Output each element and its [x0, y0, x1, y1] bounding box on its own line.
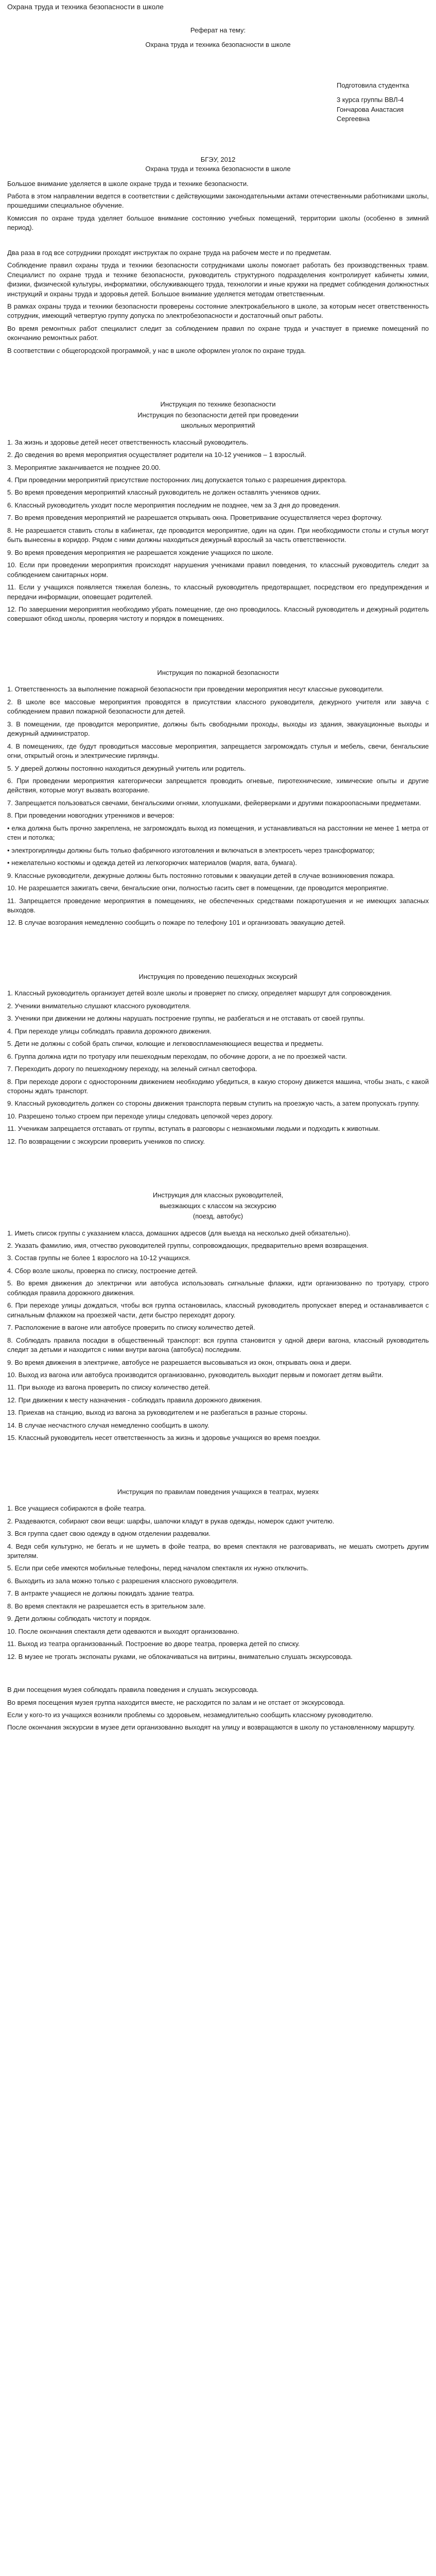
- intro-title: Охрана труда и техника безопасности в школе: [145, 165, 291, 173]
- instruction-item: 9. Классные руководители, дежурные должны быть постоянно готовыми к эвакуации детей в случае возникновения пожара.: [7, 871, 395, 879]
- instruction-item: 10. Если при проведении мероприятия происходят нарушения учениками правил поведения, то классный руководитель следит за соблюдением санитарных норм.: [7, 561, 429, 579]
- instruction-item: 9. Классный руководитель должен со стороны движения транспорта первым ступить на проезжую часть, а затем пропускать группу.: [7, 1099, 420, 1108]
- section-title: Инструкция по технике безопасности: [160, 400, 276, 409]
- instruction-item: 11. Ученикам запрещается отставать от группы, вступать в разговоры с незнакомыми людьми и подходить к животным.: [7, 1125, 380, 1133]
- intro-paragraph: В соответствии с общегородской программой, у нас в школе оформлен уголок по охране труда.: [7, 346, 306, 354]
- instruction-item: 15. Классный руководитель несет ответственность за жизнь и здоровье учащихся во время поездки.: [7, 1434, 321, 1442]
- author-line2: 3 курса группы ВВЛ-4: [337, 96, 404, 104]
- intro-paragraph: Два раза в год все сотрудники проходят инструктаж по охране труда на рабочем месте и по предметам.: [7, 248, 332, 257]
- intro-body: [7, 179, 429, 356]
- instruction-item: 10. После окончания спектакля дети одеваются и выходят организованно.: [7, 1627, 239, 1635]
- instruction-item: 6. При проведении мероприятия категорически запрещается проводить огневые, пиротехнические, химические опыты и другие действия, которые могут вызвать возгорание.: [7, 776, 429, 794]
- place-year: БГЭУ, 2012: [200, 155, 236, 163]
- instruction-item: 7. Расположение в вагоне или автобусе проверить по списку количество детей.: [7, 1324, 255, 1332]
- intro-paragraph: Большое внимание уделяется в школе охране труда и технике безопасности.: [7, 179, 249, 188]
- section-title: Инструкция по пожарной безопасности: [157, 668, 279, 676]
- section-title: Инструкция для классных руководителей,: [152, 1191, 284, 1199]
- section-subtitle: (поезд, автобус): [193, 1212, 243, 1221]
- instruction-item: 1. Классный руководитель организует детей возле школы и проверяет по списку, определяет маршрут для сопровождения.: [7, 989, 392, 997]
- instruction-item: 3. Мероприятие заканчивается не позднее 20.00.: [7, 463, 161, 471]
- instruction-item: 5. Во время движения до электрички или автобуса использовать сигнальные флажки, идти организованно по тротуару, строго соблюдая правила дорожного движения.: [7, 1279, 429, 1297]
- instruction-item: 5. Если при себе имеются мобильные телефоны, перед началом спектакля их нужно отключить.: [7, 1564, 309, 1572]
- instruction-item: 5. Дети не должны с собой брать спички, колющие и легковоспламеняющиеся вещества и предметы.: [7, 1040, 324, 1048]
- instruction-item: 10. Не разрешается зажигать свечи, бенгальские огни, полностью гасить свет в помещении, где проводится мероприятие.: [7, 884, 389, 892]
- instruction-item: 2. Указать фамилию, имя, отчество руководителей группы, сопровождающих, предварительно время возвращения.: [7, 1242, 369, 1250]
- closing-paragraph: Во время посещения музея группа находится вместе, не расходится по залам и не отстает от экскурсовода.: [7, 1698, 345, 1706]
- instruction-item: • нежелательно костюмы и одежда детей из легкогорючих материалов (марля, вата, бумага).: [7, 859, 297, 867]
- instruction-item: 9. Во время проведения мероприятия не разрешается хождение учащихся по школе.: [7, 548, 273, 556]
- page-title: Охрана труда и техника безопасности в школе: [7, 3, 164, 11]
- instruction-item: 9. Дети должны соблюдать чистоту и порядок.: [7, 1615, 151, 1623]
- section-subtitle: школьных мероприятий: [181, 421, 255, 430]
- instruction-item: 14. В случае несчастного случая немедленно сообщить в школу.: [7, 1421, 210, 1429]
- intro-paragraph: Работа в этом направлении ведется в соответствии с действующими законодательными актами отечественными работниками школы, прошедшими специальное обучение.: [7, 192, 429, 210]
- instruction-item: 7. В антракте учащиеся не должны покидать здание театра.: [7, 1589, 195, 1598]
- instruction-item: 1. Ответственность за выполнение пожарной безопасности при проведении мероприятия несут классные руководители.: [7, 685, 384, 693]
- instruction-item: 12. По возвращении с экскурсии проверить учеников по списку.: [7, 1137, 205, 1145]
- instruction-item: 10. Выход из вагона или автобуса производится организованно, руководитель выходит первым и помогает детям выйти.: [7, 1371, 383, 1379]
- instruction-item: 11. Запрещается проведение мероприятия в помещениях, не обеспеченных средствами пожаротушения и не имеющих запасных выходов.: [7, 896, 429, 914]
- instruction-item: 4. При проведении мероприятий присутствие посторонних лиц допускается только с разрешения директора.: [7, 476, 347, 484]
- instruction-item: 3. Вся группа сдает свою одежду в одном отделении раздевалки.: [7, 1530, 211, 1538]
- instruction-item: 8. При переходе дороги с односторонним движением необходимо убедиться, в какую сторону движется машина, чтобы знать, с какой стороны ждать транспорт.: [7, 1077, 429, 1095]
- closing-section: [7, 1665, 429, 1733]
- instruction-item: 8. Не разрешается ставить столы в кабинетах, где проводится мероприятие, один на один. При необходимости столы и стулья могут быть вынесены в коридор. Рядом с ними должны находиться дежурный взрослый за часть ответственности.: [7, 526, 429, 544]
- closing-paragraph: Если у кого-то из учащихся возникли проблемы со здоровьем, незамедлительно сообщить классному руководителю.: [7, 1710, 373, 1719]
- instruction-item: 4. При переходе улицы соблюдать правила дорожного движения.: [7, 1027, 212, 1035]
- instruction-item: 4. Ведя себя культурно, не бегать и не шуметь в фойе театра, во время спектакля не разговаривать, не мешать смотреть другим зрителям.: [7, 1542, 429, 1560]
- instruction-item: 2. В школе все массовые мероприятия проводятся в присутствии классного руководителя, дежурного учителя или завуча с соблюдением правил пожарной безопасности для детей.: [7, 698, 429, 716]
- instruction-item: 11. При выходе из вагона проверить по списку количество детей.: [7, 1383, 211, 1392]
- instruction-item: 1. Все учащиеся собираются в фойе театра.: [7, 1504, 146, 1513]
- instruction-item: 6. Выходить из зала можно только с разрешения классного руководителя.: [7, 1577, 238, 1585]
- instruction-item: 13. Приехав на станцию, выход из вагона за руководителем и не разбегаться в разные стороны.: [7, 1409, 308, 1417]
- instruction-item: 11. Если у учащихся появляется тяжелая болезнь, то классный руководитель предотвращает, посредством его предупреждения и передачи информации, оповещает родителей.: [7, 583, 429, 601]
- instruction-item: 12. В случае возгорания немедленно сообщить о пожаре по телефону 101 и организовать эвакуацию детей.: [7, 919, 345, 927]
- closing-paragraph: После окончания экскурсии в музее дети организованно выходят на улицу и возвращаются в школу по установленному маршруту.: [7, 1723, 415, 1732]
- author-line1: Подготовила студентка: [337, 81, 409, 89]
- instruction-item: 2. Раздеваются, собирают свои вещи: шарфы, шапочки кладут в рукав одежды, номерок сдают учителю.: [7, 1517, 335, 1525]
- instruction-item: 10. Разрешено только строем при переходе улицы следовать цепочкой через дорогу.: [7, 1112, 273, 1120]
- intro-paragraph: В рамках охраны труда и техники безопасности проверены состояние электрокабельного в школе, за которым несет ответственность сотрудник, имеющий четвертую группу допуска по электробезопасности и достаточный опыт работы.: [7, 302, 429, 320]
- instruction-item: 3. Состав группы не более 1 взрослого на 10-12 учащихся.: [7, 1254, 191, 1262]
- intro-paragraph: Во время ремонтных работ специалист следит за соблюдением правил по охране труда и участвует в приемке помещений по окончанию ремонтных работ.: [7, 324, 429, 342]
- intro-paragraph: Соблюдение правил охраны труда и техники безопасности сотрудниками школы помогает работать без производственных травм. Специалист по охране труда и технике безопасности, руководитель структурного подразделения контролирует кабинеты химии, физики, физической культуры, информатики, обслуживающего труда, технологии и иные кружки на предмет соблюдения должностных инструкций и охраны труда и здоровья детей. Большое внимание уделяется методам ответственным.: [7, 261, 429, 298]
- cover-title-line1: Реферат на тему:: [190, 26, 246, 34]
- instruction-item: 11. Выход из театра организованный. Построение во дворе театра, проверка детей по списку.: [7, 1640, 300, 1648]
- instruction-item: 6. При переходе улицы дождаться, чтобы вся группа остановилась, классный руководитель пропускает вперед и останавливается с сигнальным флажком на проезжей части, дети быстро переходят дорогу.: [7, 1301, 429, 1319]
- instruction-item: 1. Иметь список группы с указанием класса, домашних адресов (для выезда на несколько дней обязательно).: [7, 1229, 351, 1237]
- instruction-item: 7. Запрещается пользоваться свечами, бенгальскими огнями, хлопушками, фейерверками и другими пожароопасными предметами.: [7, 799, 421, 807]
- instruction-item: 2. До сведения во время мероприятия осуществляет родители на 10-12 учеников – 1 взрослый.: [7, 451, 306, 459]
- instruction-item: 8. Соблюдать правила посадки в общественный транспорт: вся группа становится у одной двери вагона, классный руководитель следит за детьми и находится с ними внутри вагона (автобуса) последним.: [7, 1336, 429, 1354]
- instruction-item: 5. У дверей должны постоянно находиться дежурный учитель или родитель.: [7, 764, 246, 772]
- instruction-item: 12. В музее не трогать экспонаты руками, не облокачиваться на витрины, внимательно слушать экскурсовода.: [7, 1652, 353, 1660]
- instruction-item: 8. При проведении новогодних утренников и вечеров:: [7, 811, 175, 820]
- closing-paragraph: В дни посещения музея соблюдать правила поведения и слушать экскурсовода.: [7, 1686, 259, 1694]
- instruction-sections: [7, 359, 429, 1662]
- instruction-item: 12. При движении к месту назначения - соблюдать правила дорожного движения.: [7, 1396, 262, 1404]
- instruction-item: 2. Ученики внимательно слушают классного руководителя.: [7, 1002, 191, 1010]
- instruction-item: 9. Во время движения в электричке, автобусе не разрешается высовываться из окон, открывать окна и двери.: [7, 1358, 352, 1366]
- intro-paragraph: Комиссия по охране труда уделяет большое внимание состоянию учебных помещений, территории школы (особенно в зимний период).: [7, 214, 429, 232]
- instruction-item: • электрогирлянды должны быть только фабричного изготовления и включаться в электросеть через трансформатор;: [7, 846, 375, 854]
- instruction-item: 12. По завершении мероприятия необходимо убрать помещение, где оно проводилось. Классный руководитель и дежурный родитель совершают обход школы, проверяя чистоту и порядок в помещениях.: [7, 605, 429, 623]
- instruction-item: 6. Группа должна идти по тротуару или пешеходным переходам, по обочине дороги, а не по проезжей части.: [7, 1052, 347, 1060]
- section-title: Инструкция по проведению пешеходных экскурсий: [138, 972, 298, 980]
- instruction-item: 7. Переходить дорогу по пешеходному переходу, на зеленый сигнал светофора.: [7, 1065, 257, 1073]
- author-line3: Гончарова Анастасия Сергеевна: [337, 105, 404, 123]
- instruction-item: • елка должна быть прочно закреплена, не загромождать выход из помещения, и устанавливаться на расстоянии не менее 1 метра от стен и потолка;: [7, 824, 429, 842]
- instruction-item: 4. В помещениях, где будут проводиться массовые мероприятия, запрещается загромождать стулья и мебель, свечи, бенгальские огни, открытый огонь и электрические гирлянды.: [7, 742, 429, 760]
- instruction-item: 3. Ученики при движении не должны нарушать построение группы, не разбегаться и не отставать от своей группы.: [7, 1014, 365, 1023]
- cover-title-line2: Охрана труда и техника безопасности в школе: [145, 41, 291, 49]
- instruction-item: 6. Классный руководитель уходит после мероприятия последним не позднее, чем за 3 дня до проведения.: [7, 501, 340, 509]
- instruction-item: 1. За жизнь и здоровье детей несет ответственность классный руководитель.: [7, 438, 249, 446]
- instruction-item: 8. Во время спектакля не разрешается есть в зрительном зале.: [7, 1602, 206, 1610]
- instruction-item: 7. Во время проведения мероприятий не разрешается открывать окна. Проветривание осуществляется через форточку.: [7, 514, 382, 522]
- instruction-item: 4. Сбор возле школы, проверка по списку, построение детей.: [7, 1266, 198, 1275]
- section-subtitle: Инструкция по безопасности детей при проведении: [137, 411, 299, 419]
- instruction-item: 3. В помещении, где проводится мероприятие, должны быть свободными проходы, выходы из здания, эвакуационные выходы и дежурный администратор.: [7, 720, 429, 738]
- section-title: Инструкция по правилам поведения учащихся в театрах, музеях: [117, 1487, 319, 1496]
- section-subtitle: выезжающих с классом на экскурсию: [160, 1201, 276, 1210]
- instruction-item: 5. Во время проведения мероприятий классный руководитель не должен оставлять учеников одних.: [7, 488, 321, 497]
